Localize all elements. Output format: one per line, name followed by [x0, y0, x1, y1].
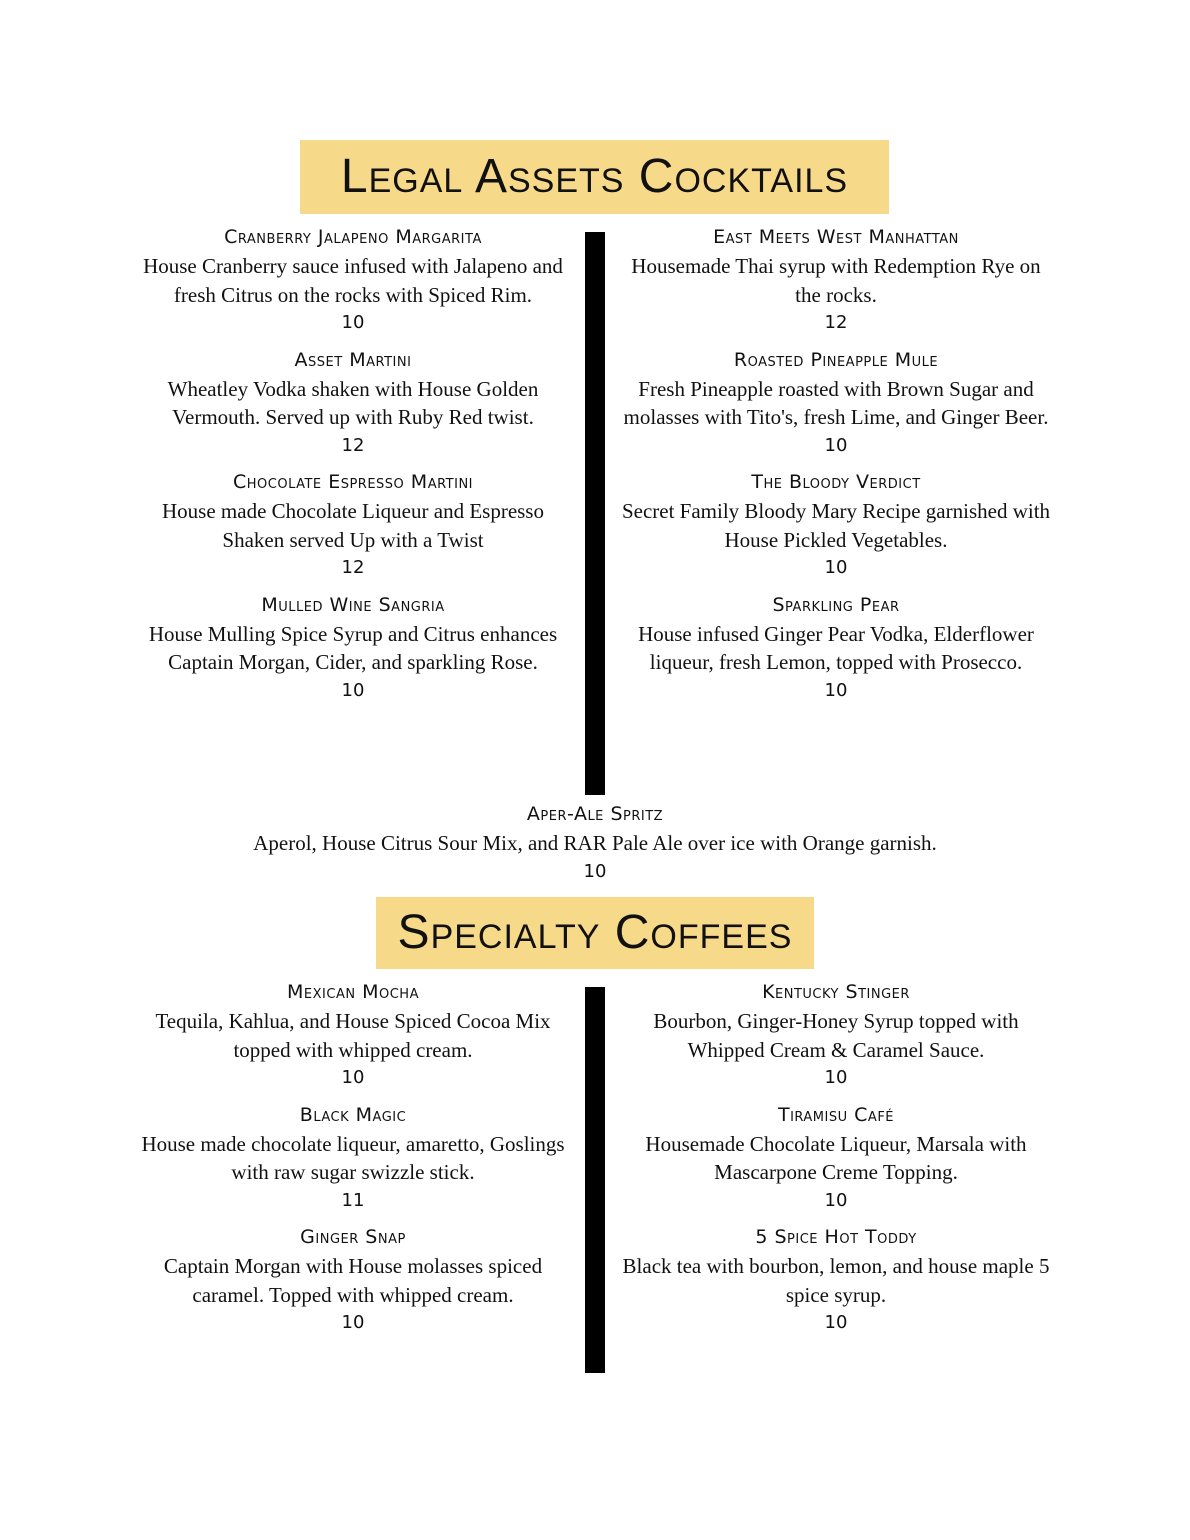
item-description: Housemade Chocolate Liqueur, Marsala with Mascarpone Creme Topping.	[645, 1131, 1027, 1184]
menu-item	[138, 591, 568, 706]
item-description: Tequila, Kahlua, and House Spiced Cocoa Mix topped with whipped cream.	[155, 1009, 551, 1062]
item-name: Tiramisu Café	[777, 1103, 895, 1126]
item-description: Bourbon, Ginger-Honey Syrup topped with Whipped Cream & Caramel Sauce.	[653, 1009, 1019, 1062]
item-name: The Bloody Verdict	[751, 471, 921, 493]
menu-item	[621, 1101, 1051, 1216]
item-name: Aper-Ale Spritz	[526, 803, 664, 825]
item-name: Kentucky Stinger	[762, 981, 910, 1003]
item-price: 10	[824, 1189, 848, 1211]
item-name: East Meets West Manhattan	[713, 226, 959, 248]
coffees-left-column	[138, 978, 568, 1346]
item-description: House made chocolate liqueur, amaretto, Goslings with raw sugar swizzle stick.	[141, 1131, 565, 1184]
menu-item	[138, 1101, 568, 1216]
item-price: 10	[824, 434, 848, 456]
item-price: 10	[583, 860, 607, 882]
item-price: 10	[824, 1067, 848, 1088]
item-name: Ginger Snap	[300, 1226, 406, 1248]
menu-item	[621, 468, 1051, 583]
item-price: 10	[341, 1312, 365, 1333]
menu-item	[138, 1223, 568, 1338]
item-description: Secret Family Bloody Mary Recipe garnished with House Pickled Vegetables.	[621, 499, 1051, 552]
cocktails-right-column	[621, 223, 1051, 713]
featured-menu-item	[120, 800, 1070, 886]
menu-item	[138, 346, 568, 461]
menu-item	[621, 223, 1051, 338]
menu-item	[621, 1223, 1051, 1338]
column-divider	[585, 987, 605, 1373]
item-name: Sparkling Pear	[772, 593, 900, 616]
menu-item	[138, 978, 568, 1093]
item-name: Roasted Pineapple Mule	[733, 348, 939, 371]
item-description: House infused Ginger Pear Vodka, Elderflower liqueur, fresh Lemon, topped with Prosecco.	[638, 621, 1034, 674]
item-name: Cranberry Jalapeno Margarita	[224, 226, 482, 248]
menu-item	[621, 346, 1051, 461]
item-price: 10	[824, 679, 848, 701]
item-description: House made Chocolate Liqueur and Espresso Shaken served Up with a Twist	[162, 499, 544, 552]
item-name: Mulled Wine Sangria	[261, 593, 445, 616]
menu-item	[621, 591, 1051, 706]
cocktails-left-column	[138, 223, 568, 713]
column-divider	[585, 232, 605, 795]
item-description: Captain Morgan with House molasses spiced caramel. Topped with whipped cream.	[163, 1254, 543, 1307]
item-price: 10	[341, 679, 365, 701]
menu-item	[138, 468, 568, 583]
item-description: House Mulling Spice Syrup and Citrus enhances Captain Morgan, Cider, and sparkling Rose.	[148, 621, 558, 674]
item-description: Fresh Pineapple roasted with Brown Sugar and molasses with Tito's, fresh Lime, and Ginger Beer.	[623, 376, 1049, 429]
item-price: 10	[824, 1312, 848, 1333]
cocktails-title: Legal Assets Cocktails	[300, 140, 889, 214]
item-description: Black tea with bourbon, lemon, and house maple 5 spice syrup.	[622, 1254, 1050, 1307]
menu-item	[621, 978, 1051, 1093]
item-name: 5 Spice Hot Toddy	[755, 1226, 917, 1248]
item-price: 12	[341, 557, 365, 578]
item-price: 12	[824, 312, 848, 333]
item-description: House Cranberry sauce infused with Jalapeno and fresh Citrus on the rocks with Spiced Rim.	[143, 254, 563, 307]
item-name: Asset Martini	[294, 348, 412, 371]
item-description: Wheatley Vodka shaken with House Golden Vermouth. Served up with Ruby Red twist.	[167, 376, 539, 429]
item-price: 10	[341, 312, 365, 333]
item-price: 10	[341, 1067, 365, 1088]
item-price: 12	[341, 434, 365, 456]
coffees-title: Specialty Coffees	[376, 897, 814, 969]
menu-item	[138, 223, 568, 338]
coffees-right-column	[621, 978, 1051, 1346]
item-description: Aperol, House Citrus Sour Mix, and RAR Pale Ale over ice with Orange garnish.	[253, 831, 937, 855]
item-name: Mexican Mocha	[287, 981, 419, 1003]
item-name: Black Magic	[299, 1103, 407, 1126]
item-price: 10	[824, 557, 848, 578]
item-description: Housemade Thai syrup with Redemption Rye on the rocks.	[631, 254, 1041, 307]
item-price: 11	[341, 1189, 365, 1211]
item-name: Chocolate Espresso Martini	[232, 471, 474, 493]
